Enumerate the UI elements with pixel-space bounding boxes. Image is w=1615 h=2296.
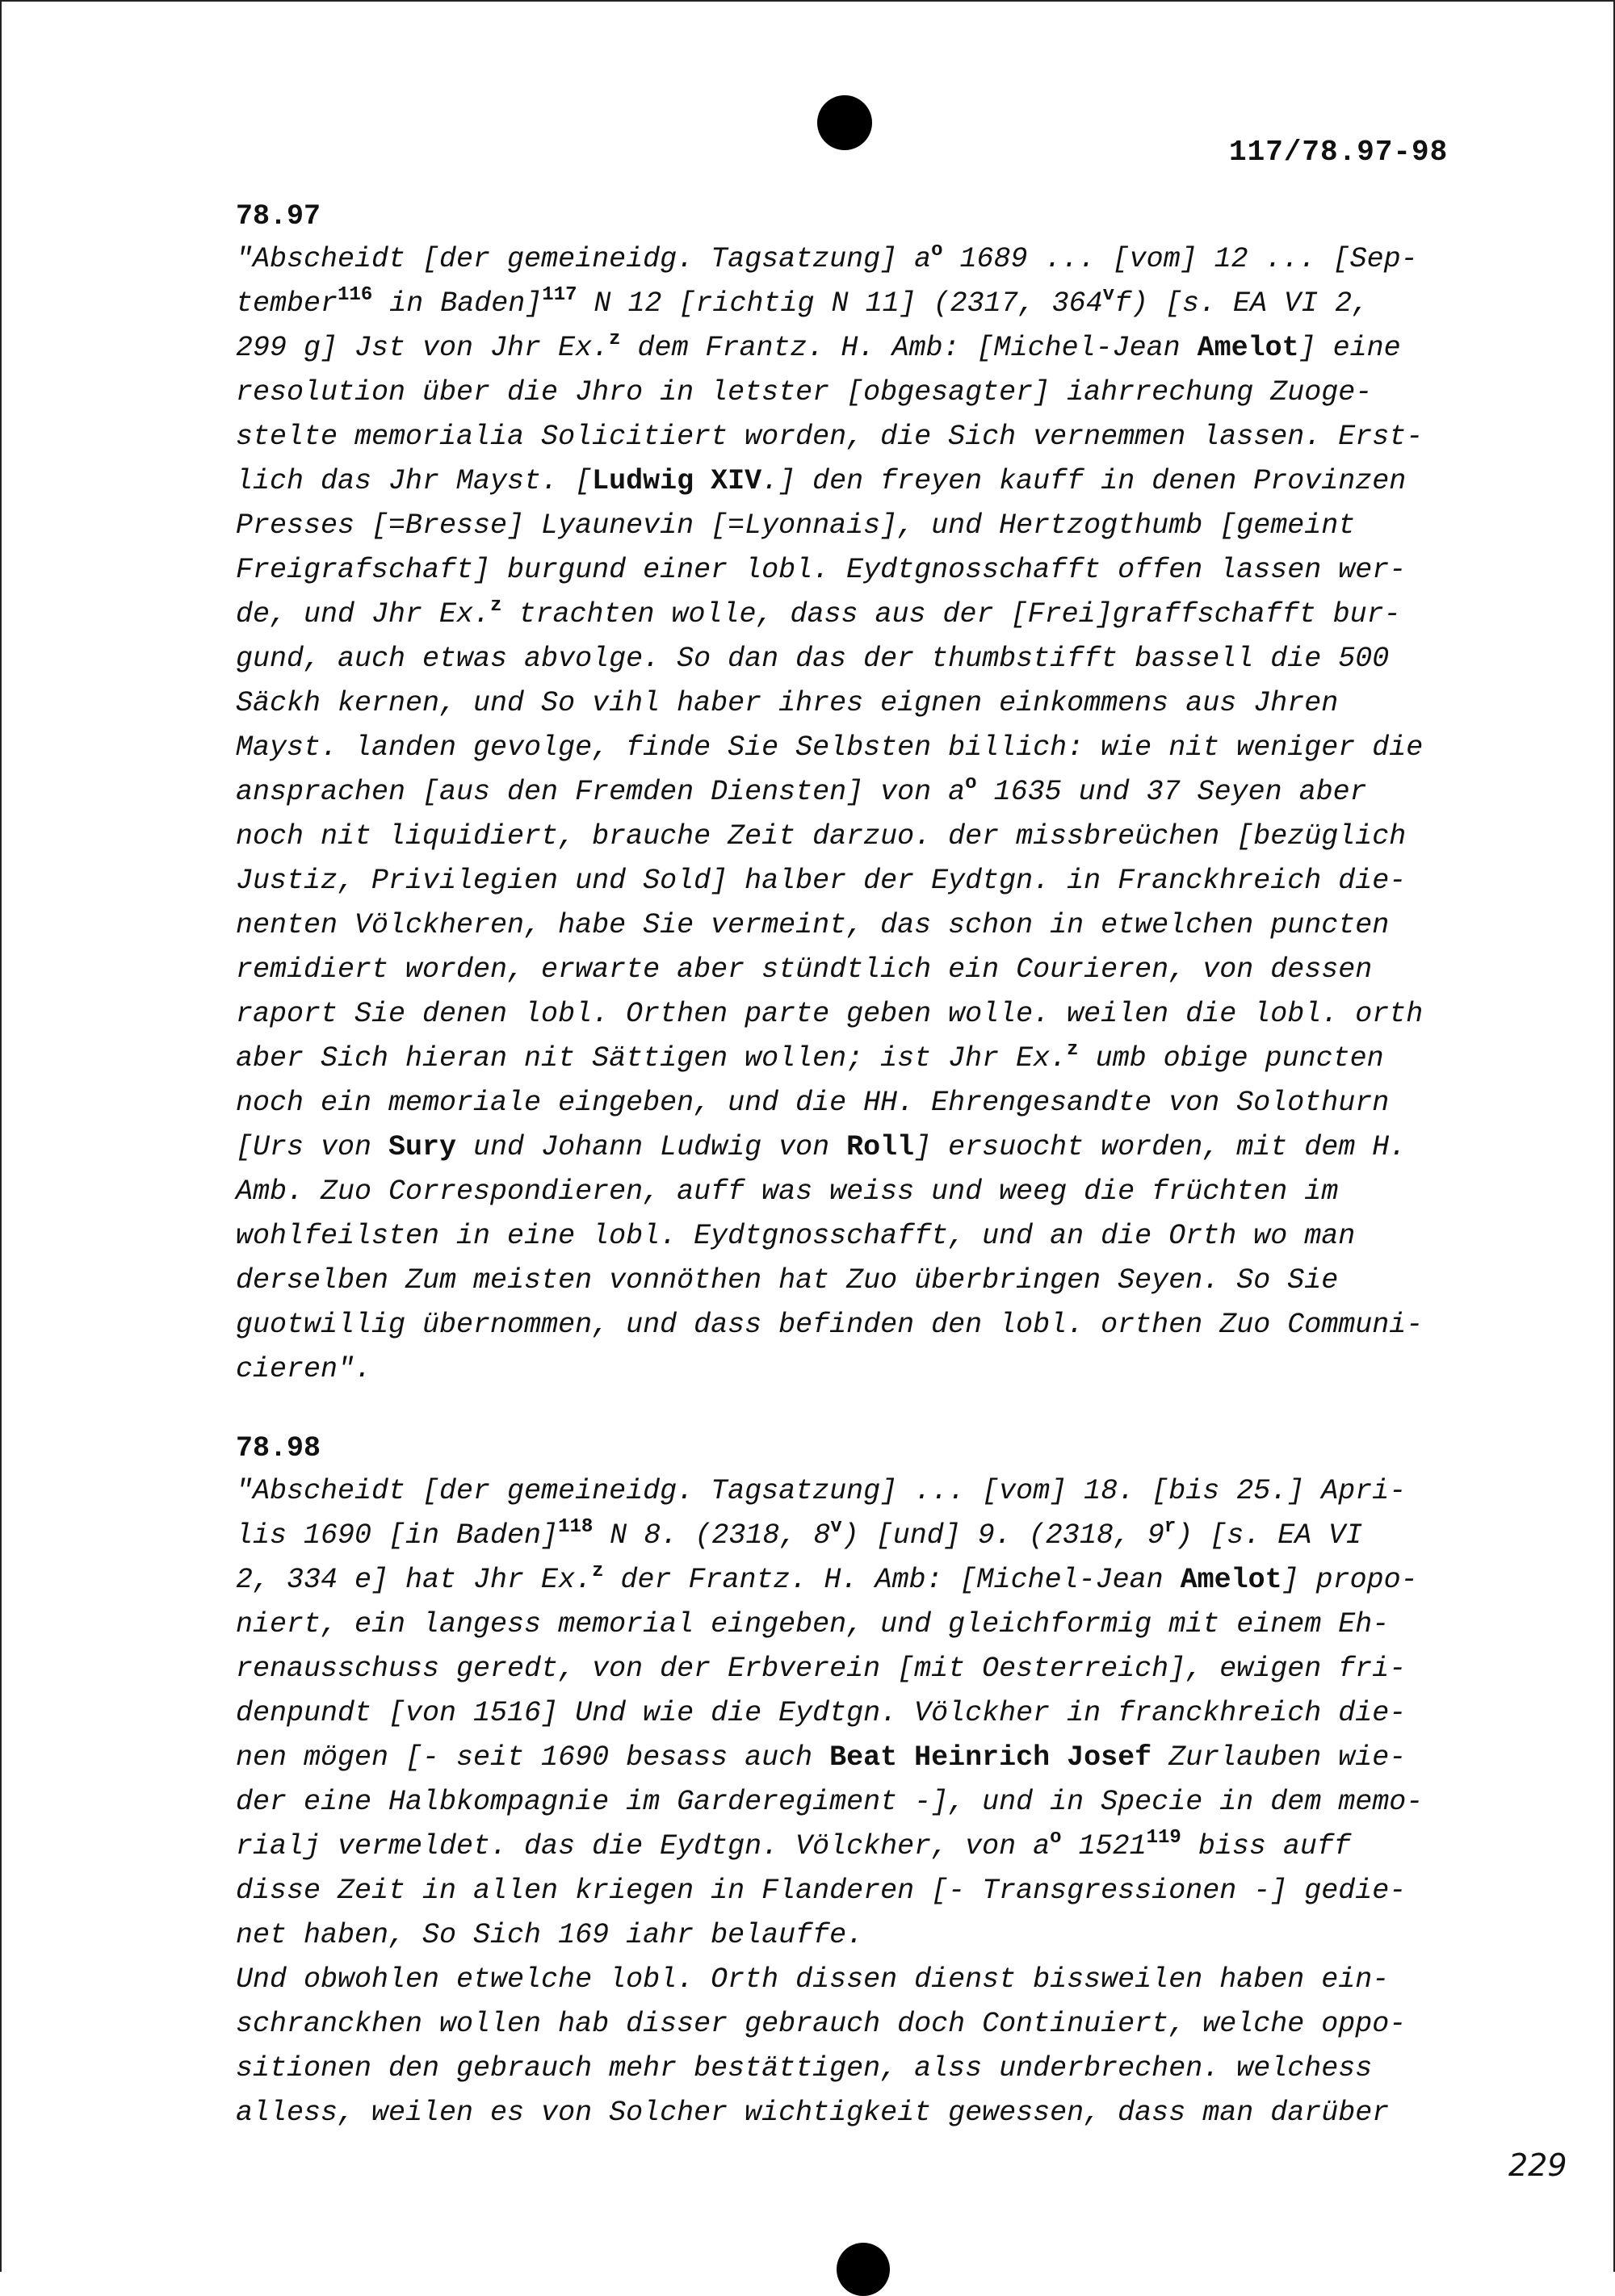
text-segment: denpundt [von 1516] Und wie die Eydtgn. Völckher in franckhreich die- [236,1697,1407,1729]
text-segment: dem Frantz. H. Amb: [Michel-Jean [620,332,1198,364]
text-line [236,1825,1471,1869]
text-segment: niert, ein langess memorial eingeben, und gleichformig mit einem Eh- [236,1608,1390,1640]
text-segment: raport Sie denen lobl. Orthen parte geben wolle. weilen die lobl. orth [236,998,1424,1030]
person-name: Beat Heinrich Josef [829,1741,1152,1774]
text-segment: renausschuss geredt, von der Erbverein [mit Oesterreich], ewigen fri- [236,1653,1407,1685]
text-segment: N 12 [richtig N 11] (2317, 364 [577,287,1103,320]
text-segment: sitionen den gebrauch mehr bestättigen, alss underbrechen. welchess [236,2052,1373,2084]
section-number: 78.98 [236,1432,321,1464]
text-line [236,326,1471,371]
text-segment: Säckh kernen, und So vihl haber ihres eignen einkommens aus Jhren [236,687,1339,719]
text-line [236,948,1471,992]
text-line [236,992,1471,1037]
footnote-marker: z [1067,1039,1079,1061]
text-segment: ] ersuocht worden, mit dem H. [914,1131,1407,1163]
text-segment: und Johann Ludwig von [456,1131,847,1163]
text-segment: Mayst. landen gevolge, finde Sie Selbsten billich: wie nit weniger die [236,731,1424,764]
text-segment: ansprachen [aus den Fremden Diensten] von a [236,776,966,808]
footnote-marker: r [1164,1516,1177,1538]
text-segment: disse Zeit in allen kriegen in Flanderen [- Transgressionen -] gedie- [236,1875,1407,1907]
text-segment: biss auff [1181,1830,1351,1862]
text-line [236,1780,1471,1825]
text-segment: noch nit liquidiert, brauche Zeit darzuo. der missbreüchen [bezüglich [236,820,1407,853]
text-segment: Und obwohlen etwelche lobl. Orth dissen dienst bissweilen haben ein- [236,1963,1390,1996]
punch-hole-icon [817,95,872,150]
text-segment: ] eine [1298,332,1401,364]
text-line [236,593,1471,637]
section-text [236,237,1471,1392]
text-segment: de, und Jhr Ex. [236,598,491,631]
punch-hole-icon [837,2243,890,2296]
footnote-marker: 118 [558,1516,594,1538]
text-line [236,504,1471,548]
text-segment: ) [und] 9. (2318, 9 [841,1519,1164,1552]
text-segment: 1635 und 37 Seyen aber [976,776,1367,808]
footnote-marker: v [1102,284,1115,306]
person-name: Sury [388,1131,457,1163]
text-line [236,1170,1471,1214]
text-segment: 1521 [1061,1830,1147,1862]
text-segment: Justiz, Privilegien und Sold] halber der Eydtgn. in Franckhreich die- [236,865,1407,897]
text-segment: ] propo- [1282,1564,1418,1596]
text-segment: derselben Zum meisten vonnöthen hat Zuo überbringen Seyen. So Sie [236,1264,1339,1297]
text-segment: Amb. Zuo Correspondieren, auff was weiss und weeg die früchten im [236,1175,1339,1208]
person-name: Roll [846,1131,915,1163]
text-segment: guotwillig übernommen, und dass befinden den lobl. orthen Zuo Communi- [236,1309,1424,1341]
text-line [236,1647,1471,1691]
text-line [236,1303,1471,1347]
text-line [236,1869,1471,1913]
text-line [236,859,1471,903]
text-line [236,2002,1471,2047]
text-line [236,1558,1471,1603]
text-line [236,1037,1471,1081]
text-segment: nen mögen [- seit 1690 besass auch [236,1741,830,1774]
text-segment: Freigrafschaft] burgund einer lobl. Eydtgnosschafft offen lassen wer- [236,554,1407,586]
text-segment: lich das Jhr Mayst. [ [236,465,593,497]
text-line [236,681,1471,726]
text-segment: nenten Völckheren, habe Sie vermeint, das schon in etwelchen puncten [236,909,1390,941]
text-segment: Presses [=Bresse] Lyaunevin [=Lyonnais], und Hertzogthumb [gemeint [236,509,1356,542]
text-line [236,459,1471,504]
text-segment: der eine Halbkompagnie im Garderegiment -], und in Specie in dem memo- [236,1786,1424,1818]
text-line [236,371,1471,415]
document-reference: 117/78.97-98 [1229,136,1449,169]
text-segment: aber Sich hieran nit Sättigen wollen; ist Jhr Ex. [236,1042,1068,1075]
text-segment: alless, weilen es von Solcher wichtigkeit gewessen, dass man darüber [236,2097,1390,2129]
text-line [236,1691,1471,1736]
text-line [236,1913,1471,1958]
text-segment: trachten wolle, dass aus der [Frei]graffschafft bur- [501,598,1401,631]
text-segment: 1689 ... [vom] 12 ... [Sep- [942,243,1418,275]
text-line [236,1259,1471,1303]
text-segment: in Baden] [372,287,543,320]
page-number: 229 [1508,2147,1567,2183]
text-segment: resolution über die Jhro in letster [obgesagter] iahrrechung Zuoge- [236,376,1373,409]
footnote-marker: v [830,1516,842,1538]
text-segment: umb obige puncten [1078,1042,1384,1075]
text-line [236,1469,1471,1514]
text-line [236,548,1471,593]
text-segment: 2, 334 e] hat Jhr Ex. [236,1564,593,1596]
text-line [236,815,1471,859]
text-segment: cieren". [236,1353,372,1385]
footnote-marker: o [931,240,943,262]
footnote-marker: z [490,595,502,617]
text-line [236,1736,1471,1780]
person-name: Ludwig XIV [592,465,762,497]
text-segment: schranckhen wollen hab disser gebrauch doch Continuiert, welche oppo- [236,2008,1407,2040]
text-line [236,2091,1471,2135]
section-text [236,1469,1471,2135]
text-segment: Zurlauben wie- [1151,1741,1407,1774]
text-line [236,1514,1471,1558]
footnote-marker: 117 [542,284,577,306]
text-line [236,1125,1471,1170]
text-line [236,2047,1471,2091]
text-segment: rialj vermeldet. das die Eydtgn. Völckher, von a [236,1830,1051,1862]
text-line [236,903,1471,948]
person-name: Amelot [1197,332,1299,364]
footnote-marker: z [609,329,621,350]
text-segment: [Urs von [236,1131,389,1163]
text-line [236,1081,1471,1125]
footnote-marker: o [965,773,977,794]
footnote-marker: o [1050,1827,1062,1849]
text-segment: stelte memorialia Solicitiert worden, die Sich vernemmen lassen. Erst- [236,421,1424,453]
text-segment: der Frantz. H. Amb: [Michel-Jean [603,1564,1181,1596]
text-line [236,1347,1471,1392]
text-line [236,726,1471,770]
text-line [236,237,1471,282]
text-segment: lis 1690 [in Baden] [236,1519,559,1552]
text-segment: 299 g] Jst von Jhr Ex. [236,332,610,364]
text-segment: noch ein memoriale eingeben, und die HH. Ehrengesandte von Solothurn [236,1087,1390,1119]
text-line [236,415,1471,459]
text-segment: .] den freyen kauff in denen Provinzen [761,465,1407,497]
text-segment: net haben, So Sich 169 iahr belauffe. [236,1919,864,1951]
text-segment: remidiert worden, erwarte aber stündtlich ein Courieren, von dessen [236,953,1373,986]
text-line [236,770,1471,815]
text-line [236,637,1471,681]
text-segment: tember [236,287,338,320]
person-name: Amelot [1180,1564,1282,1596]
footnote-marker: z [592,1561,604,1582]
text-segment: N 8. (2318, 8 [593,1519,831,1552]
text-segment: "Abscheidt [der gemeineidg. Tagsatzung] a [236,243,932,275]
text-segment: f) [s. EA VI 2, [1114,287,1370,320]
footnote-marker: 119 [1146,1827,1181,1849]
text-line [236,1958,1471,2002]
text-segment: wohlfeilsten in eine lobl. Eydtgnosschafft, und an die Orth wo man [236,1220,1356,1252]
text-segment: gund, auch etwas abvolge. So dan das der thumbstifft bassell die 500 [236,643,1390,675]
footnote-marker: 116 [338,284,373,306]
section-number: 78.97 [236,200,321,233]
text-line [236,1214,1471,1259]
text-segment: "Abscheidt [der gemeineidg. Tagsatzung] ... [vom] 18. [bis 25.] Apri- [236,1475,1407,1507]
text-line [236,282,1471,326]
text-segment: ) [s. EA VI [1176,1519,1363,1552]
text-line [236,1603,1471,1647]
